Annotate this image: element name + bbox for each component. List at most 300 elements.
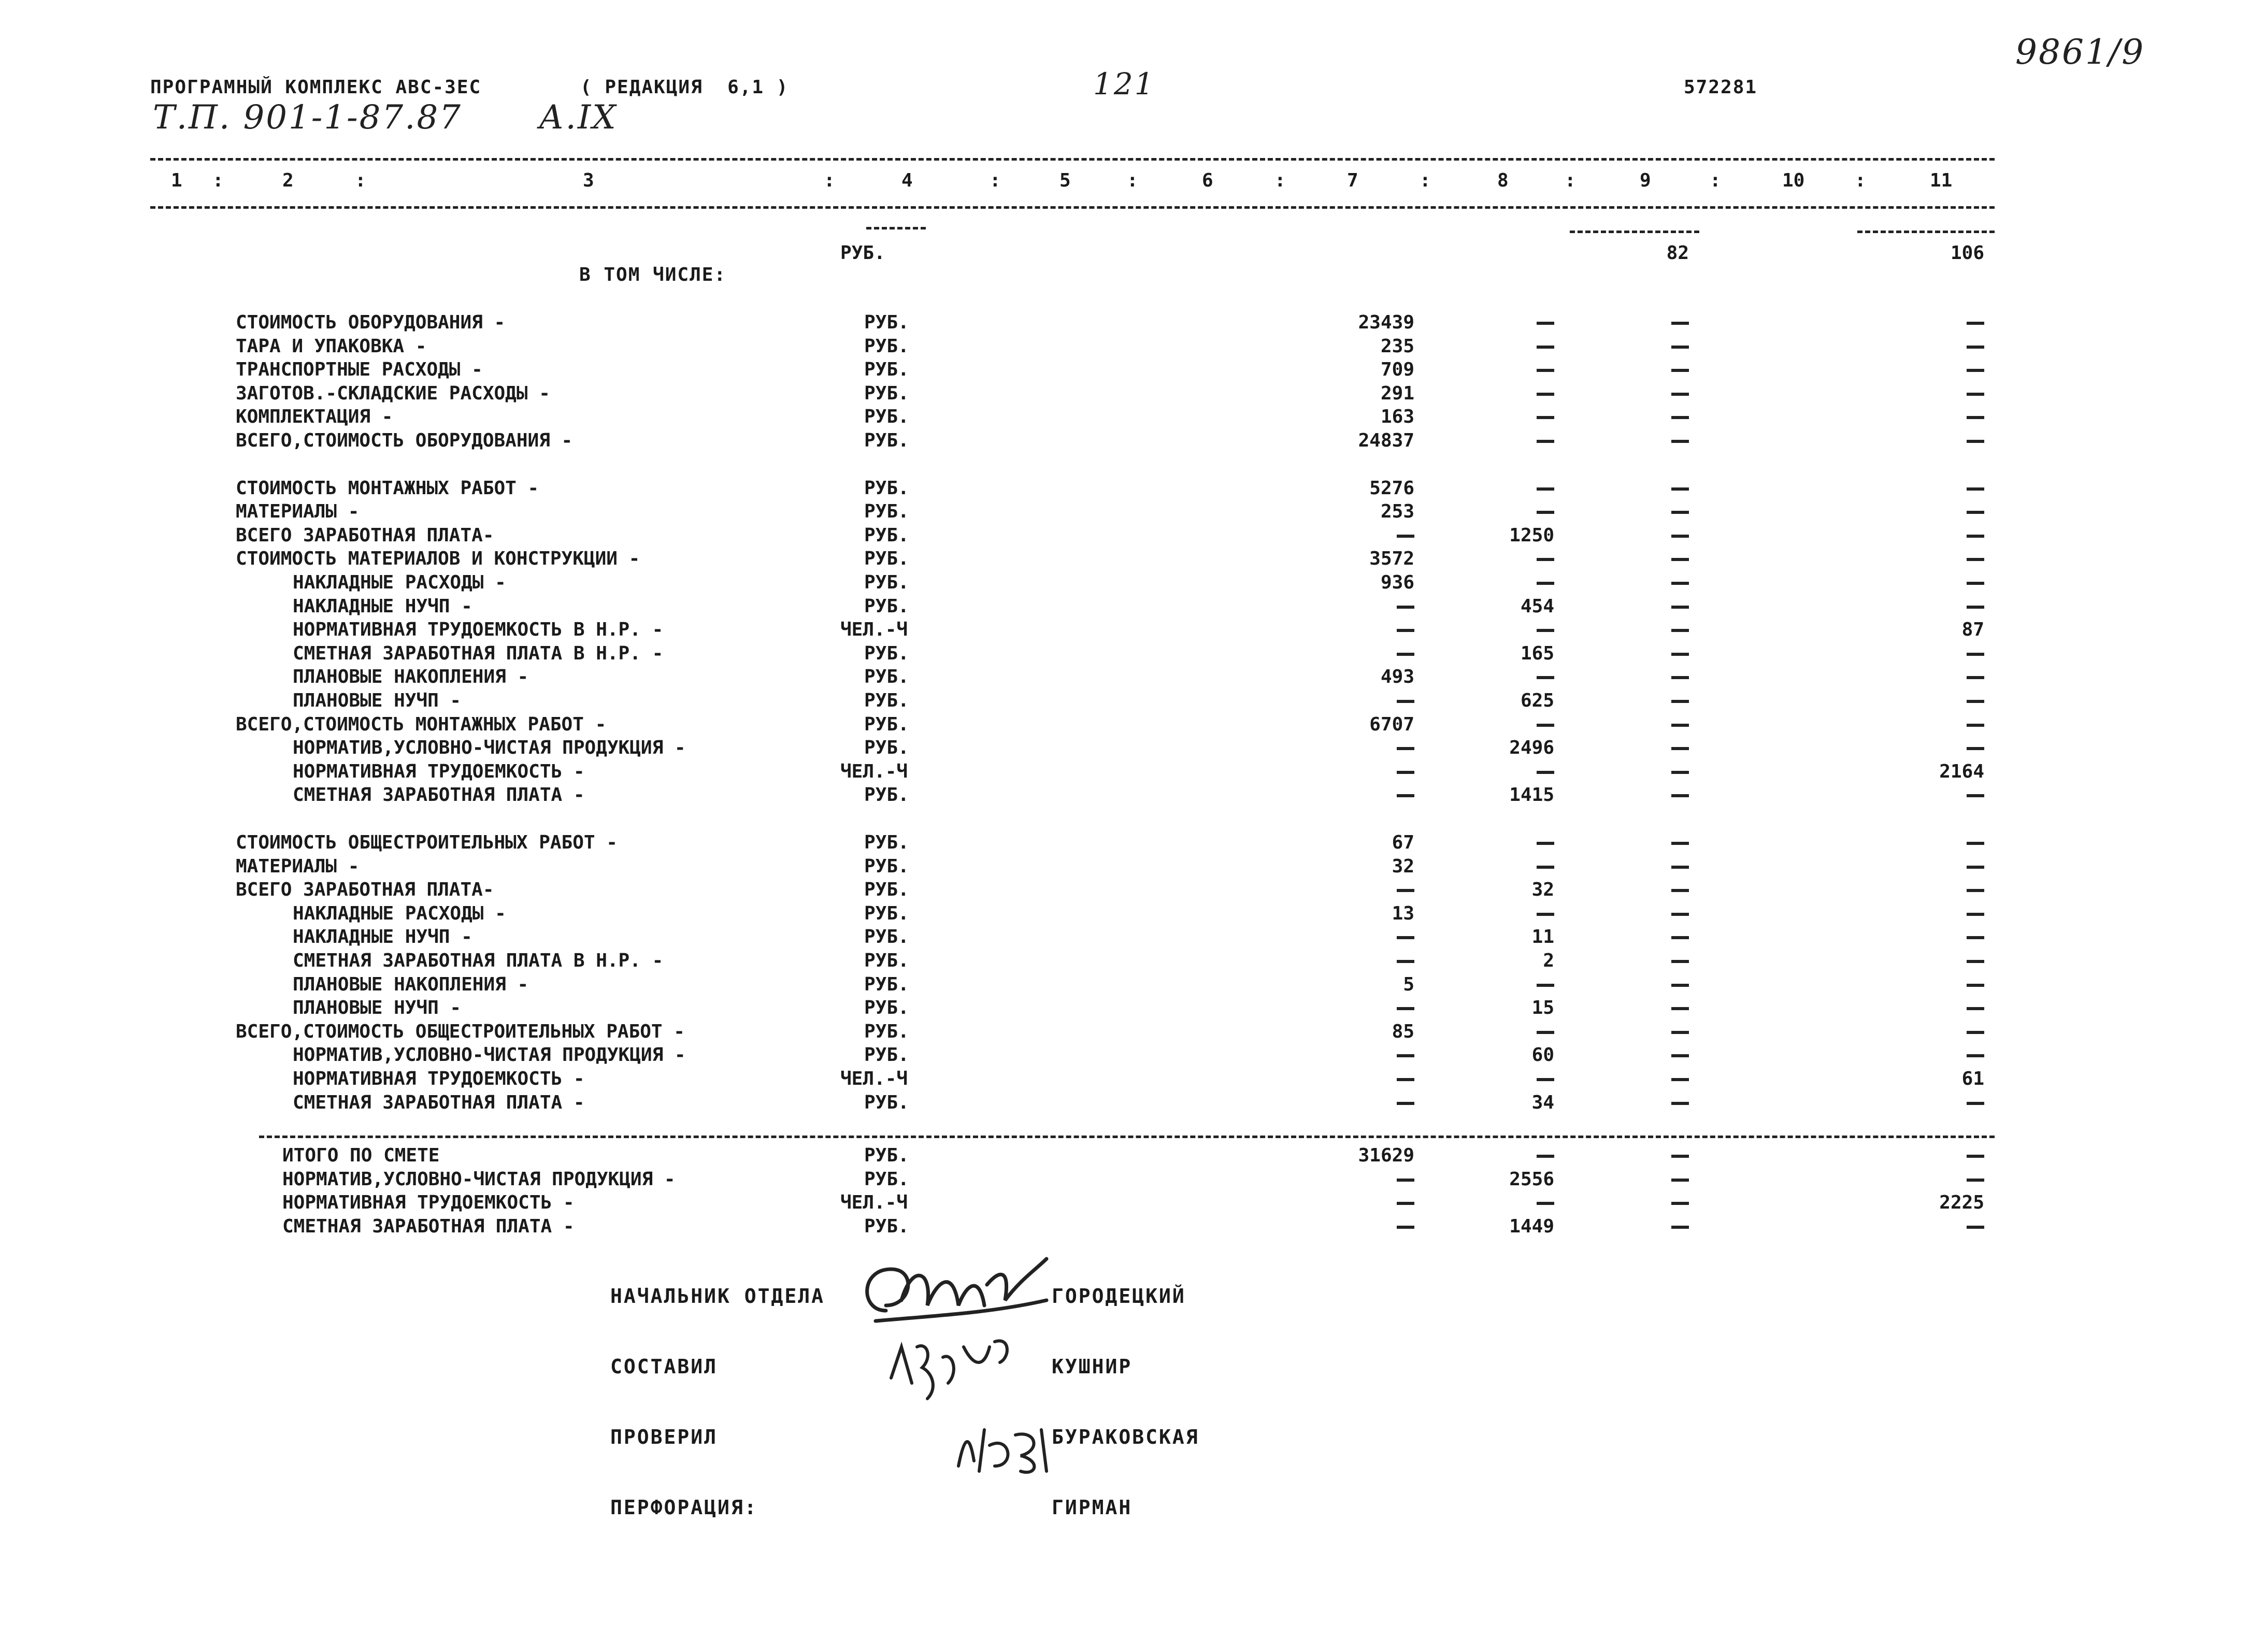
document-code: 572281 (1684, 77, 1758, 98)
cell-col8 (1537, 974, 1554, 995)
cell-col7: 6707 (1369, 714, 1414, 735)
table-row (0, 879, 2264, 903)
column-header-3: 3 (583, 170, 594, 191)
cell-col9 (1671, 312, 1689, 333)
cell-col9 (1671, 1092, 1689, 1113)
cell-col8: 2556 (1509, 1169, 1554, 1190)
table-row (0, 714, 2264, 738)
table-row (0, 832, 2264, 856)
row-unit: РУБ. (864, 784, 909, 806)
cell-col8: 2 (1543, 950, 1554, 971)
row-unit: РУБ. (864, 430, 909, 451)
signature-role: НАЧАЛЬНИК ОТДЕЛА (610, 1285, 825, 1308)
signature-scribble-author (881, 1326, 1015, 1409)
cell-col9 (1671, 383, 1689, 404)
signature-name: ГОРОДЕЦКИЙ (1052, 1285, 1186, 1308)
table-row (0, 1216, 2264, 1240)
cell-col11 (1967, 406, 1984, 427)
cell-col11: 87 (1961, 619, 1984, 640)
cell-col8: 1250 (1509, 525, 1554, 546)
cell-col7: 235 (1380, 336, 1414, 357)
table-row (0, 737, 2264, 761)
cell-col7 (1397, 997, 1414, 1018)
cell-col11 (1967, 501, 1984, 522)
cell-col8 (1537, 903, 1554, 924)
row-unit: РУБ. (864, 1092, 909, 1113)
cell-col8 (1537, 619, 1554, 640)
cell-col9 (1671, 359, 1689, 380)
row-label: ВСЕГО ЗАРАБОТНАЯ ПЛАТА- (236, 879, 494, 900)
row-unit: РУБ. (864, 879, 909, 900)
corner-mark: 9861/9 (2015, 32, 2145, 72)
cell-col11 (1967, 596, 1984, 617)
cell-col7: 493 (1380, 666, 1414, 687)
table-row (0, 856, 2264, 880)
cell-col7: 291 (1380, 383, 1414, 404)
table-row (0, 430, 2264, 454)
table-row (0, 406, 2264, 430)
row-label: ВСЕГО,СТОИМОСТЬ ОБЩЕСТРОИТЕЛЬНЫХ РАБОТ - (236, 1021, 685, 1042)
cell-col7 (1397, 879, 1414, 900)
program-title: ПРОГРАМНЫЙ КОМПЛЕКС АВС-3ЕС (150, 77, 482, 98)
table-row (0, 950, 2264, 974)
cell-col8 (1537, 714, 1554, 735)
cell-col8: 60 (1531, 1044, 1554, 1066)
cell-col8: 11 (1531, 926, 1554, 947)
table-row (0, 690, 2264, 714)
cell-col9 (1671, 832, 1689, 853)
table-row (0, 1068, 2264, 1092)
cell-col11 (1967, 950, 1984, 971)
cell-col8 (1537, 761, 1554, 782)
row-label: НОРМАТИВ,УСЛОВНО-ЧИСТАЯ ПРОДУКЦИЯ - (293, 737, 686, 758)
table-row (0, 501, 2264, 525)
row-unit: РУБ. (864, 974, 909, 995)
row-label: СМЕТНАЯ ЗАРАБОТНАЯ ПЛАТА В Н.Р. - (293, 950, 664, 971)
row-label: НАКЛАДНЫЕ НУЧП - (293, 926, 472, 947)
cell-col9 (1671, 666, 1689, 687)
table-row (0, 761, 2264, 785)
cell-col11 (1967, 572, 1984, 593)
signature-name: ГИРМАН (1052, 1496, 1133, 1519)
header-top-rule (150, 158, 1995, 161)
table-row (0, 525, 2264, 549)
table-row (0, 903, 2264, 927)
row-unit: РУБ. (864, 714, 909, 735)
row-unit: РУБ. (864, 359, 909, 380)
row-unit: РУБ. (864, 572, 909, 593)
cell-col8: 15 (1531, 997, 1554, 1018)
row-unit: РУБ. (864, 548, 909, 569)
table-row (0, 359, 2264, 383)
row-label: ПЛАНОВЫЕ НУЧП - (293, 997, 462, 1018)
cell-col11 (1967, 666, 1984, 687)
table-row (0, 619, 2264, 643)
row-unit: РУБ. (864, 903, 909, 924)
cell-col9 (1671, 1169, 1689, 1190)
cell-col8: 34 (1531, 1092, 1554, 1113)
column-header-2: 2 (282, 170, 294, 191)
cell-col8 (1537, 430, 1554, 451)
cell-col9 (1671, 903, 1689, 924)
cell-col11: 61 (1961, 1068, 1984, 1089)
row-unit: РУБ. (864, 1021, 909, 1042)
cell-col11 (1967, 926, 1984, 947)
cell-col7: 31629 (1358, 1145, 1414, 1166)
edition-label: ( РЕДАКЦИЯ 6,1 ) (580, 77, 789, 98)
table-row (0, 1021, 2264, 1045)
cell-col8 (1537, 548, 1554, 569)
cell-col7 (1397, 761, 1414, 782)
table-row (0, 1092, 2264, 1116)
table-row (0, 1145, 2264, 1169)
table-row (0, 336, 2264, 360)
album-reference: А.IX (539, 98, 618, 137)
cell-col7 (1397, 1192, 1414, 1213)
cell-col8 (1537, 383, 1554, 404)
row-unit: РУБ. (864, 997, 909, 1018)
cell-col9 (1671, 974, 1689, 995)
row-label: ТАРА И УПАКОВКА - (236, 336, 427, 357)
row-label: СМЕТНАЯ ЗАРАБОТНАЯ ПЛАТА - (282, 1216, 575, 1237)
cell-col7 (1397, 1068, 1414, 1089)
header-bottom-rule (150, 206, 1995, 209)
cell-col11 (1967, 359, 1984, 380)
cell-col9 (1671, 1021, 1689, 1042)
row-label: ВСЕГО ЗАРАБОТНАЯ ПЛАТА- (236, 525, 494, 546)
cell-col7: 32 (1392, 856, 1414, 877)
cell-col8 (1537, 832, 1554, 853)
row-unit: РУБ. (864, 1145, 909, 1166)
cell-col9 (1671, 879, 1689, 900)
cell-col8 (1537, 1068, 1554, 1089)
cell-col8: 454 (1520, 596, 1554, 617)
page-number: 121 (1093, 66, 1155, 102)
row-unit: ЧЕЛ.-Ч (840, 761, 908, 782)
cell-col11: 2225 (1939, 1192, 1984, 1213)
cell-col9 (1671, 572, 1689, 593)
column-separator: : (1565, 170, 1576, 191)
row-label: НОРМАТИВ,УСЛОВНО-ЧИСТАЯ ПРОДУКЦИЯ - (282, 1169, 676, 1190)
cell-col9 (1671, 336, 1689, 357)
cell-col8 (1537, 572, 1554, 593)
cell-col8 (1537, 406, 1554, 427)
cell-col8 (1537, 1021, 1554, 1042)
row-label: СМЕТНАЯ ЗАРАБОТНАЯ ПЛАТА - (293, 1092, 585, 1113)
column-separator: : (212, 170, 224, 191)
table-row (0, 478, 2264, 501)
row-unit: РУБ. (864, 1169, 909, 1190)
signature-scribble-checker (948, 1409, 1062, 1487)
column-header-6: 6 (1202, 170, 1213, 191)
row-label: ПЛАНОВЫЕ НАКОПЛЕНИЯ - (293, 666, 529, 687)
cell-col11 (1967, 478, 1984, 499)
row-label: НОРМАТИВНАЯ ТРУДОЕМКОСТЬ - (282, 1192, 575, 1213)
cell-col8: 2496 (1509, 737, 1554, 758)
signature-role: ПРОВЕРИЛ (610, 1426, 718, 1448)
cell-col9 (1671, 478, 1689, 499)
col4-overline (866, 227, 926, 229)
cell-col11 (1967, 430, 1984, 451)
cell-col9 (1671, 690, 1689, 711)
column-separator: : (824, 170, 835, 191)
table-row (0, 997, 2264, 1021)
row-unit: РУБ. (864, 336, 909, 357)
cell-col7 (1397, 1044, 1414, 1066)
cell-col9 (1671, 430, 1689, 451)
cell-col8: 625 (1520, 690, 1554, 711)
cell-col8 (1537, 478, 1554, 499)
cell-col8: 165 (1520, 643, 1554, 664)
row-unit: РУБ. (864, 666, 909, 687)
row-label: НАКЛАДНЫЕ РАСХОДЫ - (293, 903, 506, 924)
row-unit: РУБ. (864, 950, 909, 971)
cell-col9 (1671, 501, 1689, 522)
cell-col11 (1967, 879, 1984, 900)
row-label: ИТОГО ПО СМЕТЕ (282, 1145, 440, 1166)
cell-col9 (1671, 784, 1689, 806)
row-label: ПЛАНОВЫЕ НУЧП - (293, 690, 462, 711)
cell-col11 (1967, 997, 1984, 1018)
cell-col9 (1671, 643, 1689, 664)
table-row (0, 312, 2264, 336)
row-unit: РУБ. (864, 690, 909, 711)
cell-col7 (1397, 1216, 1414, 1237)
cell-col7 (1397, 643, 1414, 664)
cell-col8 (1537, 856, 1554, 877)
table-row (0, 1044, 2264, 1068)
cell-col11 (1967, 1092, 1984, 1113)
cell-col9 (1671, 1044, 1689, 1066)
column-separator: : (1855, 170, 1866, 191)
cell-col11: 2164 (1939, 761, 1984, 782)
column-header-7: 7 (1347, 170, 1358, 191)
row-unit: РУБ. (864, 383, 909, 404)
cell-col9 (1671, 950, 1689, 971)
cell-col7 (1397, 525, 1414, 546)
table-row (0, 666, 2264, 690)
cell-col8 (1537, 666, 1554, 687)
row-unit: РУБ. (864, 832, 909, 853)
row-label: НАКЛАДНЫЕ НУЧП - (293, 596, 472, 617)
row-label: ТРАНСПОРТНЫЕ РАСХОДЫ - (236, 359, 483, 380)
cell-col7: 253 (1380, 501, 1414, 522)
column-header-11: 11 (1930, 170, 1953, 191)
row-label: ЗАГОТОВ.-СКЛАДСКИЕ РАСХОДЫ - (236, 383, 550, 404)
row-unit: РУБ. (864, 926, 909, 947)
cell-col8: 1415 (1509, 784, 1554, 806)
row-unit: РУБ. (864, 312, 909, 333)
cell-col8 (1537, 359, 1554, 380)
row-label: СМЕТНАЯ ЗАРАБОТНАЯ ПЛАТА - (293, 784, 585, 806)
cell-col7: 3572 (1369, 548, 1414, 569)
table-row (0, 926, 2264, 950)
row-label: СТОИМОСТЬ МОНТАЖНЫХ РАБОТ - (236, 478, 539, 499)
column-header-4: 4 (901, 170, 913, 191)
row-unit: РУБ. (864, 406, 909, 427)
cell-col11 (1967, 903, 1984, 924)
row-unit: ЧЕЛ.-Ч (840, 1192, 908, 1213)
cell-col7 (1397, 1092, 1414, 1113)
cell-col7: 24837 (1358, 430, 1414, 451)
cell-col11 (1967, 312, 1984, 333)
table-row (0, 1192, 2264, 1216)
column-separator: : (1127, 170, 1138, 191)
row-unit: РУБ. (864, 643, 909, 664)
cell-col9 (1671, 856, 1689, 877)
cell-col11 (1967, 714, 1984, 735)
row-unit: РУБ. (864, 1216, 909, 1237)
cell-col7: 5 (1403, 974, 1414, 995)
cell-col8 (1537, 501, 1554, 522)
column-header-8: 8 (1497, 170, 1509, 191)
cell-col11 (1967, 974, 1984, 995)
cell-col7 (1397, 950, 1414, 971)
cell-col8 (1537, 1192, 1554, 1213)
cell-col9 (1671, 406, 1689, 427)
row-label: НОРМАТИВНАЯ ТРУДОЕМКОСТЬ В Н.Р. - (293, 619, 664, 640)
including-label: В ТОМ ЧИСЛЕ: (579, 264, 727, 285)
row-unit: ЧЕЛ.-Ч (840, 619, 908, 640)
row-label: НОРМАТИВНАЯ ТРУДОЕМКОСТЬ - (293, 1068, 585, 1089)
column-separator: : (1274, 170, 1286, 191)
cell-col9 (1671, 737, 1689, 758)
signature-role: СОСТАВИЛ (610, 1355, 718, 1378)
cell-col7: 13 (1392, 903, 1414, 924)
cell-col9 (1671, 619, 1689, 640)
row-unit: РУБ. (864, 501, 909, 522)
column-header-5: 5 (1059, 170, 1071, 191)
cell-col7: 5276 (1369, 478, 1414, 499)
cell-col11 (1967, 383, 1984, 404)
row-label: СМЕТНАЯ ЗАРАБОТНАЯ ПЛАТА В Н.Р. - (293, 643, 664, 664)
cell-col7: 85 (1392, 1021, 1414, 1042)
cell-col11 (1967, 336, 1984, 357)
row-unit: РУБ. (864, 596, 909, 617)
col11-overline (1857, 231, 1995, 233)
row-label: СТОИМОСТЬ ОБОРУДОВАНИЯ - (236, 312, 506, 333)
cell-col9 (1671, 1192, 1689, 1213)
row-unit: РУБ. (864, 856, 909, 877)
cell-col7: 163 (1380, 406, 1414, 427)
row-label: КОМПЛЕКТАЦИЯ - (236, 406, 393, 427)
cell-col7: 709 (1380, 359, 1414, 380)
signature-name: БУРАКОВСКАЯ (1052, 1426, 1199, 1448)
cell-col9 (1671, 1068, 1689, 1089)
cell-col7: 23439 (1358, 312, 1414, 333)
cell-col9 (1671, 1216, 1689, 1237)
row-label: НАКЛАДНЫЕ РАСХОДЫ - (293, 572, 506, 593)
table-row (0, 383, 2264, 407)
cell-col7 (1397, 784, 1414, 806)
column-header-1: 1 (171, 170, 182, 191)
table-row (0, 643, 2264, 667)
cell-col8 (1537, 1145, 1554, 1166)
cell-col11 (1967, 1021, 1984, 1042)
cell-col11 (1967, 525, 1984, 546)
row-label: ВСЕГО,СТОИМОСТЬ МОНТАЖНЫХ РАБОТ - (236, 714, 607, 735)
column-header-9: 9 (1640, 170, 1651, 191)
cell-col11 (1967, 1169, 1984, 1190)
cell-col8 (1537, 312, 1554, 333)
signature-name: КУШНИР (1052, 1355, 1133, 1378)
cell-col11 (1967, 548, 1984, 569)
cell-col11 (1967, 856, 1984, 877)
column-separator: : (355, 170, 366, 191)
cell-col11 (1967, 690, 1984, 711)
cell-col8: 1449 (1509, 1216, 1554, 1237)
cell-col11 (1967, 1216, 1984, 1237)
column-separator: : (1710, 170, 1721, 191)
column-header-10: 10 (1782, 170, 1805, 191)
table-row (0, 596, 2264, 620)
row-label: СТОИМОСТЬ МАТЕРИАЛОВ И КОНСТРУКЦИИ - (236, 548, 640, 569)
cell-col9 (1671, 525, 1689, 546)
table-row (0, 974, 2264, 998)
cell-col9 (1671, 548, 1689, 569)
cell-col7 (1397, 1169, 1414, 1190)
cell-col7 (1397, 596, 1414, 617)
cell-col11 (1967, 737, 1984, 758)
row-label: НОРМАТИВНАЯ ТРУДОЕМКОСТЬ - (293, 761, 585, 782)
cell-col11 (1967, 832, 1984, 853)
row-unit: ЧЕЛ.-Ч (840, 1068, 908, 1089)
cell-col9 (1671, 926, 1689, 947)
total-col9: 82 (1666, 242, 1689, 264)
row-label: ВСЕГО,СТОИМОСТЬ ОБОРУДОВАНИЯ - (236, 430, 573, 451)
cell-col9 (1671, 714, 1689, 735)
row-unit: РУБ. (864, 525, 909, 546)
column-separator: : (990, 170, 1001, 191)
cell-col8: 32 (1531, 879, 1554, 900)
cell-col7 (1397, 690, 1414, 711)
table-row (0, 1169, 2264, 1193)
row-label: НОРМАТИВ,УСЛОВНО-ЧИСТАЯ ПРОДУКЦИЯ - (293, 1044, 686, 1066)
signature-role: ПЕРФОРАЦИЯ: (610, 1496, 758, 1519)
cell-col8 (1537, 336, 1554, 357)
summary-rule (259, 1136, 1995, 1138)
table-row (0, 784, 2264, 808)
cell-col11 (1967, 1145, 1984, 1166)
cell-col11 (1967, 1044, 1984, 1066)
cell-col9 (1671, 761, 1689, 782)
row-label: ПЛАНОВЫЕ НАКОПЛЕНИЯ - (293, 974, 529, 995)
row-label: МАТЕРИАЛЫ - (236, 501, 360, 522)
row-label: МАТЕРИАЛЫ - (236, 856, 360, 877)
total-unit: РУБ. (840, 242, 885, 264)
cell-col7 (1397, 926, 1414, 947)
col9-overline (1570, 231, 1699, 233)
total-col11: 106 (1950, 242, 1984, 264)
cell-col9 (1671, 1145, 1689, 1166)
project-reference: Т.П. 901-1-87.87 (153, 98, 462, 137)
cell-col7 (1397, 619, 1414, 640)
cell-col7: 67 (1392, 832, 1414, 853)
row-unit: РУБ. (864, 1044, 909, 1066)
cell-col11 (1967, 643, 1984, 664)
table-row (0, 572, 2264, 596)
cell-col9 (1671, 997, 1689, 1018)
table-row (0, 548, 2264, 572)
row-unit: РУБ. (864, 737, 909, 758)
column-separator: : (1420, 170, 1431, 191)
row-label: СТОИМОСТЬ ОБЩЕСТРОИТЕЛЬНЫХ РАБОТ - (236, 832, 618, 853)
cell-col11 (1967, 784, 1984, 806)
cell-col9 (1671, 596, 1689, 617)
total-row (0, 242, 2264, 266)
cell-col7: 936 (1380, 572, 1414, 593)
cell-col7 (1397, 737, 1414, 758)
